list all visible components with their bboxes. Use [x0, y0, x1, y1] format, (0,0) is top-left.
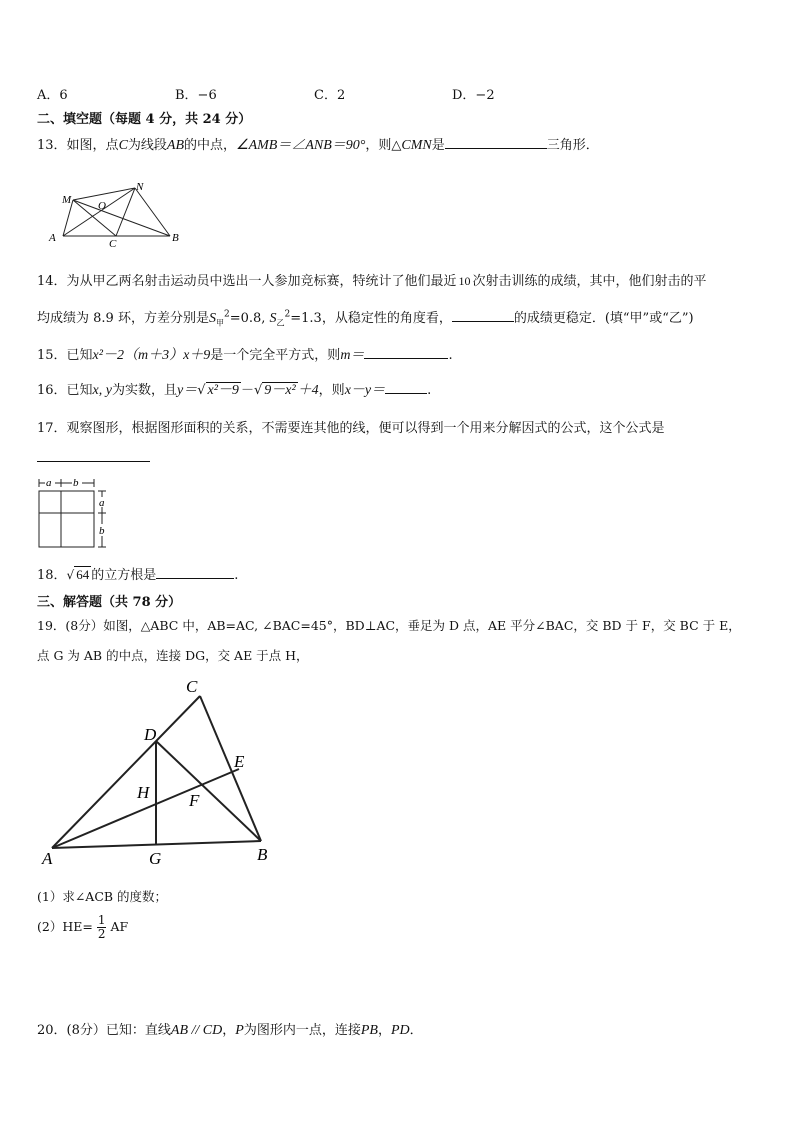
q19-label-d: D [144, 725, 157, 744]
question-17: 17．观察图形，根据图形面积的关系，不需要连其他的线，便可以得到一个用来分解因式的公式，这个公式是 [37, 421, 665, 436]
q17-figure [36, 474, 116, 552]
q13-text: ，则△ [365, 138, 402, 153]
option-d: D．−2 [452, 88, 495, 103]
q13-label-o: O [98, 200, 106, 212]
q20-var-pb: PB [360, 1023, 378, 1038]
q16-plus4: ＋4 [297, 383, 319, 398]
q15-text: 15．已知 [37, 348, 93, 363]
option-a: A．6 [37, 88, 68, 103]
q18-end: . [234, 568, 239, 583]
q19-figure [30, 672, 290, 872]
q20-text: 为图形内一点，连接 [243, 1023, 361, 1038]
q16-end: . [427, 383, 432, 398]
q14-number: 10 [458, 274, 471, 288]
q19-label-a: A [42, 849, 53, 868]
q17-answer-blank[interactable] [37, 461, 150, 462]
q14-var-s: S [269, 311, 277, 326]
q14-text: 14．为从甲乙两名射击运动员中选出一人参加竞标赛，特统计了他们最近 [37, 274, 457, 289]
q15-answer-blank[interactable] [364, 346, 448, 359]
q13-var-c: C [118, 138, 128, 153]
q14-answer-blank[interactable] [452, 309, 514, 322]
option-b: B．−6 [175, 88, 217, 103]
q19-label-f: F [189, 791, 200, 810]
q19-label-c: C [186, 677, 198, 696]
q16-root2: 9－x² [264, 383, 296, 398]
question-14-line2: 均成绩为 8.9 环，方差分别是$S_甲^2=0.8$, $S_乙^2=1.3$，从稳定性的角度看， 的成绩更稳定．(填“甲”或“乙”) [37, 309, 694, 328]
q19-label-h: H [137, 783, 150, 802]
option-c: C．2 [314, 88, 346, 103]
question-16: 16．已知x, y为实数，且y＝√ x²－9 －√ 9－x² ＋4，则x－y＝ . [37, 383, 432, 398]
q19-label-g: G [149, 849, 162, 868]
q20-end: ． [409, 1023, 423, 1038]
q13-angles: ∠AMB＝∠ANB＝90° [236, 138, 366, 153]
q17-label-b-top: b [73, 477, 79, 489]
q14-text: 次射击训练的成绩，其中，他们射击的平 [472, 274, 707, 289]
q13-text: 的中点， [184, 138, 237, 153]
q16-text: 为实数，且 [111, 383, 177, 398]
q19-frac-den: 2 [97, 927, 106, 941]
q14-text: 的成绩更稳定．(填“甲”或“乙”) [513, 311, 694, 326]
q19-sub2-text: (2）HE= [37, 919, 93, 934]
q19-fraction [97, 914, 107, 941]
q13-label-b: B [172, 232, 179, 244]
q13-label-c: C [109, 238, 117, 248]
q13-figure [45, 178, 185, 248]
q18-answer-blank[interactable] [156, 566, 234, 579]
q16-vars: x, y [92, 383, 112, 398]
q14-sub-jia: 甲 [215, 318, 224, 328]
question-14-line1 [37, 270, 707, 289]
q13-text: 是 [431, 138, 445, 153]
q13-text: 为线段 [127, 138, 167, 153]
q13-label-m: M [62, 194, 72, 206]
q16-text: ，则 [318, 383, 345, 398]
q13-text: 如图，点 [66, 138, 119, 153]
q15-text: 是一个完全平方式，则 [210, 348, 341, 363]
q14-var-s: S [208, 311, 216, 326]
q13-var-ab: AB [166, 138, 185, 153]
q16-text: 16．已知 [37, 383, 93, 398]
q13-answer-blank[interactable] [445, 136, 547, 149]
q20-parallel: AB // CD [170, 1023, 223, 1038]
q18-text: 的立方根是 [91, 568, 157, 583]
q16-y-eq: y＝ [177, 383, 198, 398]
q20-var-pd: PD [390, 1023, 410, 1038]
q15-expression: x²－2（m＋3）x＋9 [92, 348, 211, 363]
section-title-solutions: 三、解答题（共 78 分） [37, 595, 182, 610]
question-15: 15．已知x²－2（m＋3）x＋9是一个完全平方式，则m＝ . [37, 348, 453, 363]
q13-number: 13． [37, 138, 67, 153]
q16-answer-blank[interactable] [385, 381, 427, 394]
q17-label-b-right: b [99, 525, 105, 537]
question-13 [37, 134, 599, 154]
question-18: 18．√ 64 的立方根是 . [37, 567, 239, 583]
q13-var-cmn: CMN [401, 138, 432, 153]
q18-root: 64 [76, 567, 90, 582]
question-19-line2: 点 G 为 AB 的中点，连接 DG，交 AE 于点 H， [37, 648, 309, 663]
q16-root1: x²－9 [207, 383, 239, 398]
q19-subquestion-2 [37, 914, 128, 941]
q19-label-b: B [257, 845, 268, 864]
q20-var-p: P [235, 1023, 244, 1038]
q13-label-n: N [136, 181, 144, 193]
question-20 [37, 1019, 423, 1039]
question-19-line1: 19．(8分）如图，△ABC 中，AB=AC, ∠BAC=45°，BD⊥AC，垂足为 D 点，AE 平分∠BAC，交 BD 于 F，交 BC 于 E， [37, 618, 741, 633]
q20-text: ， [222, 1023, 236, 1038]
q19-label-e: E [234, 752, 245, 771]
q14-sub-yi: 乙 [276, 318, 285, 328]
q19-subquestion-1: (1）求∠ACB 的度数； [37, 889, 168, 904]
q18-number: 18． [37, 568, 67, 583]
q17-label-a-right: a [99, 497, 105, 509]
q14-value: =1.3，从稳定性的角度看， [290, 311, 452, 326]
q19-frac-num: 1 [97, 913, 106, 927]
q19-sub2-text: AF [110, 919, 129, 934]
q14-text: 均成绩为 8.9 环，方差分别是 [37, 311, 209, 326]
q13-label-a: A [49, 232, 56, 244]
q15-var-m: m＝ [340, 348, 365, 363]
q17-label-a-top: a [46, 477, 52, 489]
q14-value: =0.8, [229, 311, 266, 326]
section-title-fill-blank: 二、填空题（每题 4 分，共 24 分） [37, 112, 252, 127]
q20-text: 20．(8分）已知：直线 [37, 1023, 171, 1038]
q20-text: ， [377, 1023, 391, 1038]
q16-x-minus-y: x－y＝ [344, 383, 386, 398]
q16-minus: － [240, 383, 254, 398]
q13-text: 三角形． [546, 138, 599, 153]
